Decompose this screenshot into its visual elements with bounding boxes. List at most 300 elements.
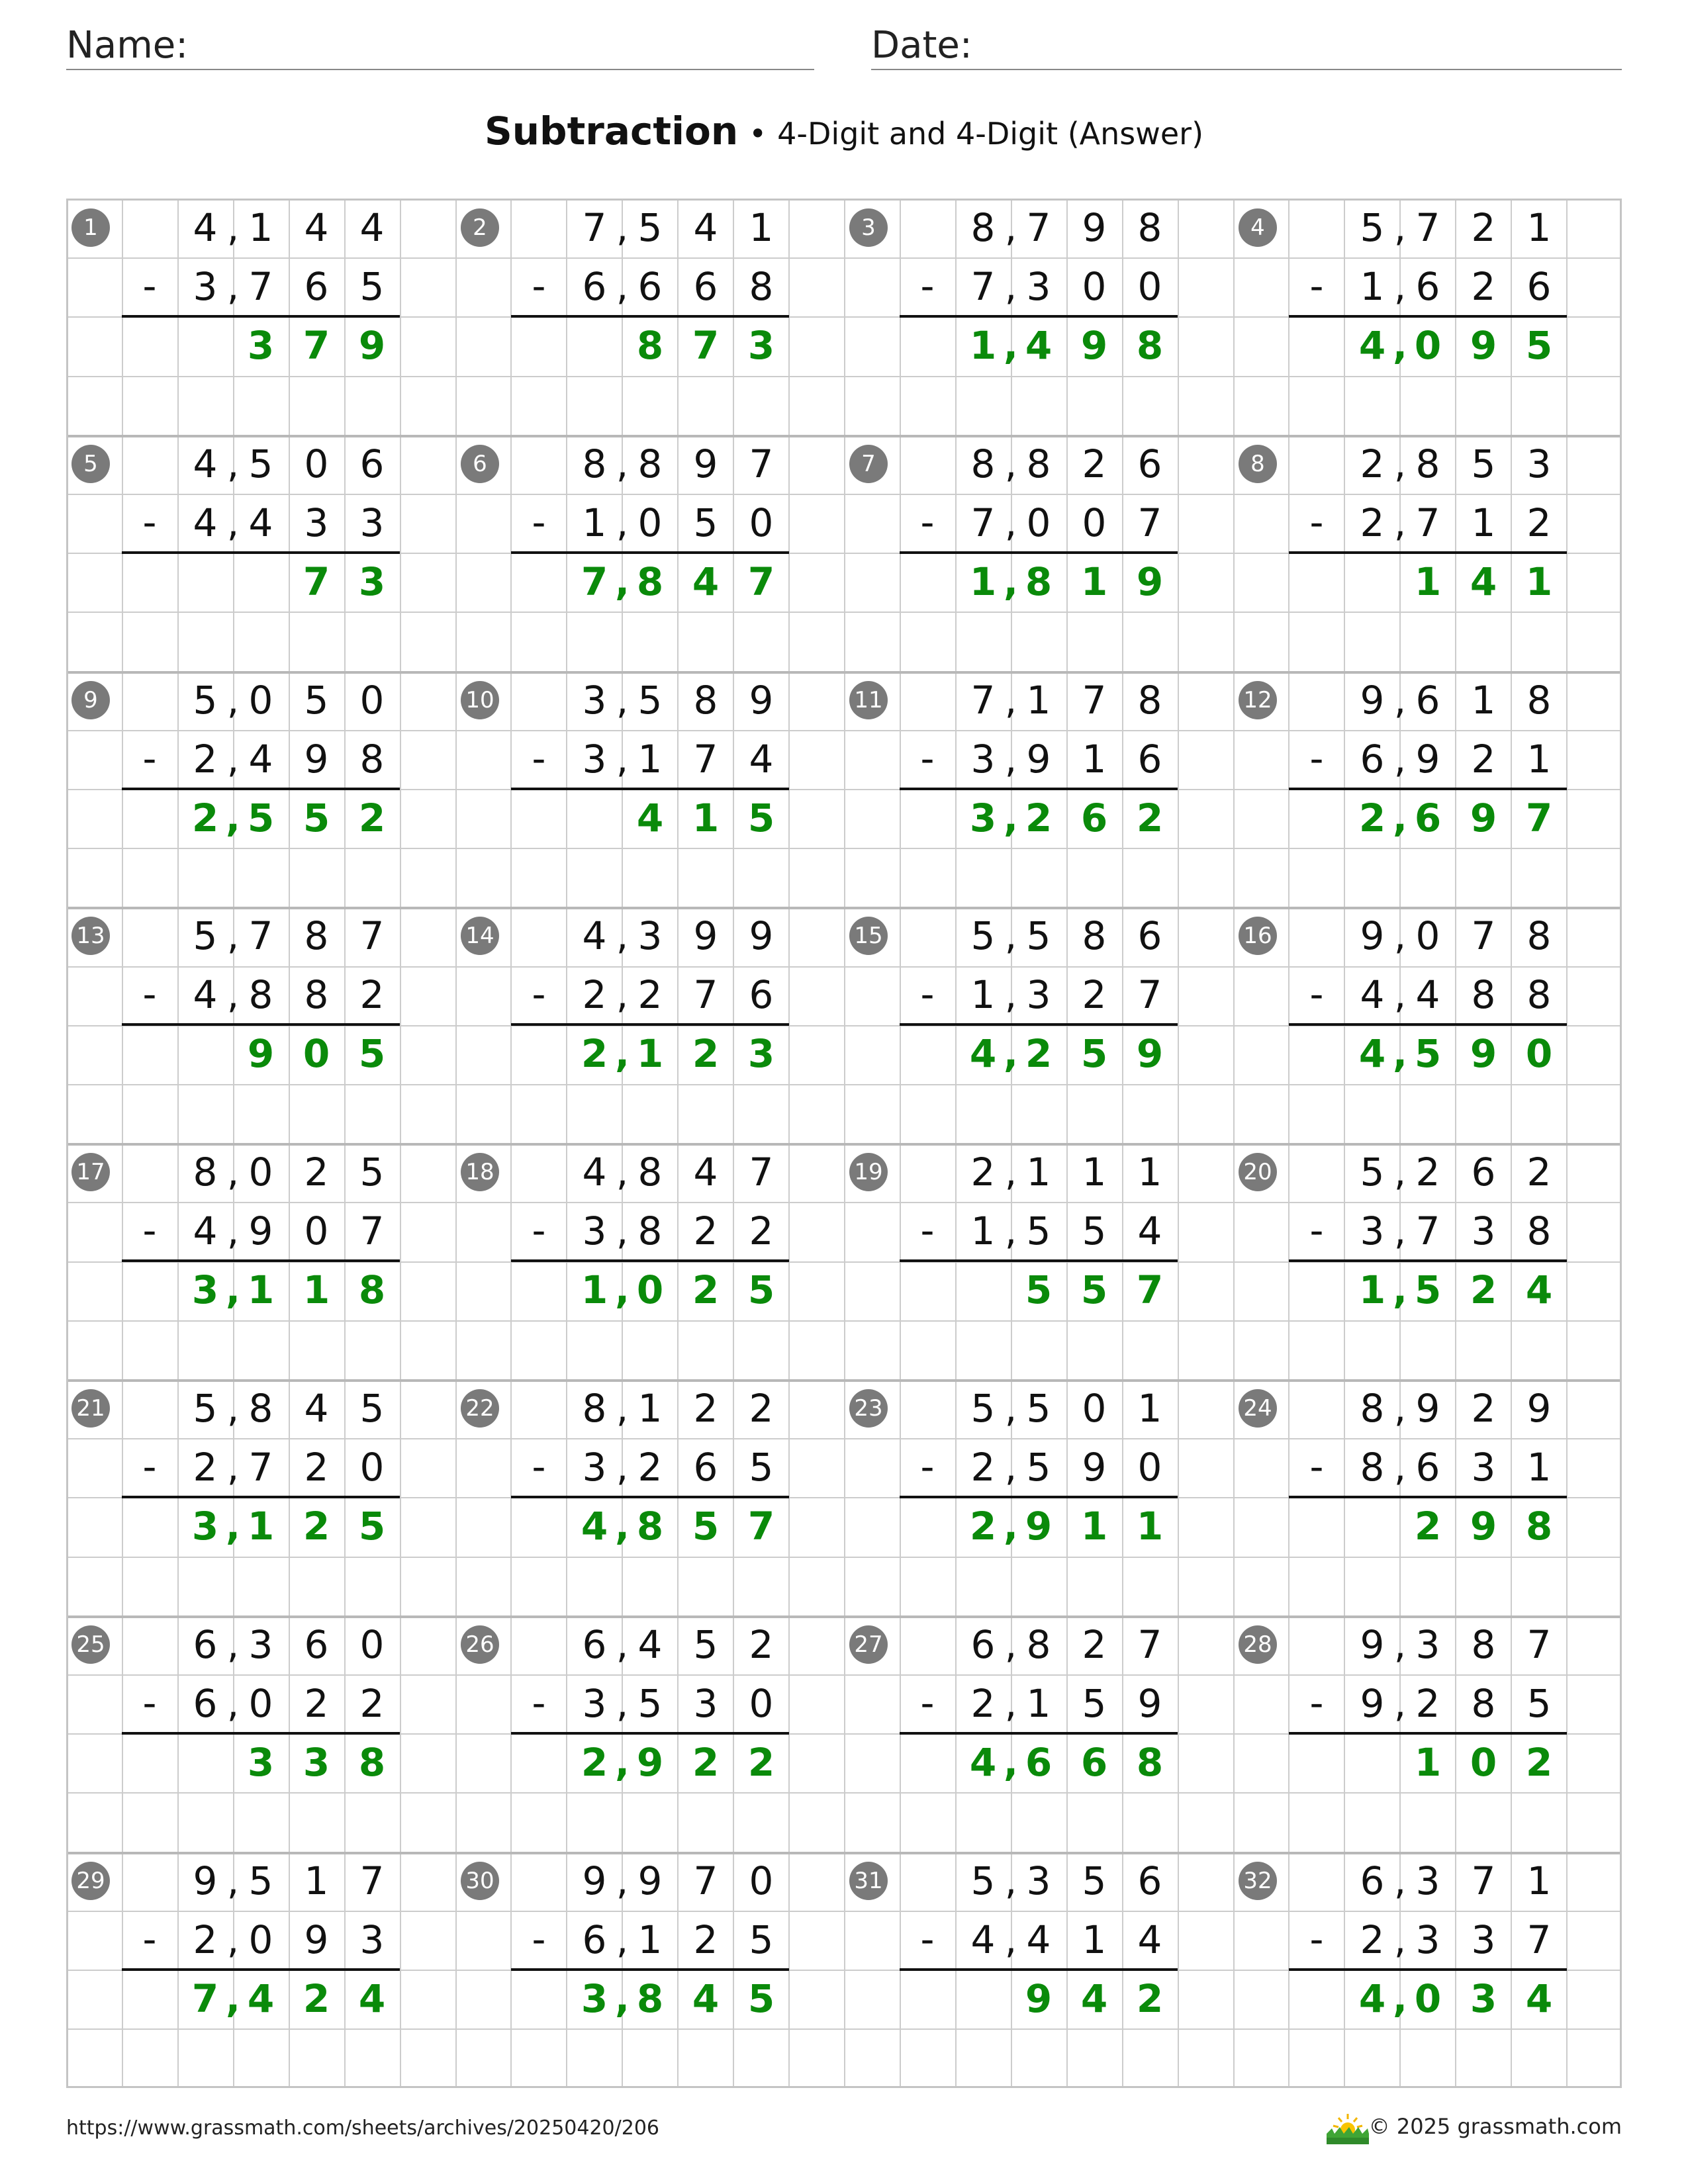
subtrahend-digit: 3 [1026, 972, 1051, 1018]
subtrahend-digit: 7 [359, 1208, 385, 1254]
minuend-comma: , [616, 441, 629, 486]
subtrahend-digit: 2 [693, 1208, 718, 1254]
minus-sign: - [142, 500, 157, 545]
problem-number-badge: 22 [461, 1389, 499, 1428]
minuend-digit: 6 [304, 1622, 329, 1667]
subtrahend-digit: 3 [582, 737, 607, 782]
answer-digit: 8 [358, 1740, 386, 1786]
problem-number-badge: 13 [71, 917, 110, 955]
answer-digit: 3 [747, 323, 775, 369]
answer-digit: 0 [303, 1031, 330, 1077]
minuend-digit: 8 [582, 1386, 607, 1431]
answer-digit: 8 [1136, 323, 1164, 369]
problem-number-badge: 14 [461, 917, 499, 955]
answer-digit: 1 [247, 1267, 275, 1313]
subtrahend-digit: 8 [304, 972, 329, 1018]
minuend-digit: 8 [970, 441, 996, 486]
minuend-comma: , [1004, 1386, 1017, 1431]
title-separator: • [749, 116, 767, 152]
minuend-comma: , [226, 913, 240, 958]
problem-24 [1233, 1379, 1622, 1615]
minuend-digit: 0 [1415, 913, 1440, 958]
minuend-digit: 1 [1137, 1386, 1162, 1431]
subtrahend-digit: 2 [1471, 737, 1496, 782]
subtrahend-digit: 8 [359, 737, 385, 782]
minuend-digit: 1 [1082, 1150, 1107, 1195]
subtrahend-digit: 4 [248, 737, 273, 782]
subtrahend-digit: 3 [582, 1208, 607, 1254]
problem-19 [844, 1143, 1233, 1379]
minuend-digit: 8 [1137, 678, 1162, 723]
subtrahend-digit: 4 [248, 500, 273, 546]
minuend-comma: , [1393, 1622, 1407, 1667]
minuend-digit: 6 [970, 1622, 996, 1667]
answer-digit: 5 [358, 1031, 386, 1077]
answer-comma: , [1392, 1267, 1408, 1313]
answer-digit: 2 [191, 796, 219, 841]
subtrahend-digit: 2 [359, 972, 385, 1018]
answer-comma: , [225, 1504, 241, 1549]
answer-comma: , [225, 1267, 241, 1313]
answer-digit: 1 [969, 559, 997, 605]
answer-digit: 5 [247, 796, 275, 841]
answer-digit: 8 [1025, 559, 1053, 605]
answer-digit: 4 [581, 1504, 608, 1549]
minuend-digit: 6 [359, 441, 385, 486]
minus-sign: - [1309, 263, 1324, 309]
subtrahend-digit: 6 [1415, 1445, 1440, 1490]
problem-number-badge: 11 [849, 681, 888, 719]
minuend-digit: 7 [359, 913, 385, 958]
minuend-digit: 9 [193, 1858, 218, 1903]
minuend-comma: , [226, 1622, 240, 1667]
minuend-digit: 9 [582, 1858, 607, 1903]
subtrahend-digit: 2 [1082, 972, 1107, 1018]
subtrahend-digit: 2 [193, 1445, 218, 1490]
answer-digit: 5 [303, 796, 330, 841]
minuend-digit: 7 [248, 913, 273, 958]
subtrahend-digit: 3 [359, 500, 385, 546]
minuend-comma: , [226, 205, 240, 250]
subtrahend-digit: 1 [1360, 264, 1385, 310]
minuend-digit: 8 [693, 678, 718, 723]
problem-number-badge: 23 [849, 1389, 888, 1428]
minuend-digit: 6 [1137, 441, 1162, 486]
minus-sign: - [920, 500, 935, 545]
minuend-digit: 1 [749, 205, 774, 250]
subtrahend-digit: 6 [693, 264, 718, 310]
answer-digit: 9 [1470, 1504, 1497, 1549]
problem-21 [66, 1379, 455, 1615]
problem-number-badge: 31 [849, 1862, 888, 1900]
minuend-digit: 3 [1415, 1858, 1440, 1903]
minus-sign: - [1309, 972, 1324, 1017]
minuend-digit: 8 [1026, 441, 1051, 486]
minus-sign: - [142, 1917, 157, 1962]
problem-12 [1233, 671, 1622, 907]
answer-comma: , [1003, 1740, 1019, 1786]
minuend-digit: 3 [1526, 441, 1552, 486]
minuend-digit: 9 [749, 913, 774, 958]
subtrahend-digit: 1 [582, 500, 607, 546]
subtrahend-digit: 5 [1026, 1445, 1051, 1490]
answer-digit: 7 [747, 1504, 775, 1549]
minuend-digit: 7 [693, 1858, 718, 1903]
answer-digit: 5 [1025, 1267, 1053, 1313]
answer-digit: 9 [1470, 323, 1497, 369]
answer-digit: 2 [1136, 796, 1164, 841]
minus-sign: - [142, 1680, 157, 1726]
minuend-comma: , [1393, 1150, 1407, 1195]
subtrahend-digit: 7 [1526, 1917, 1552, 1963]
minuend-digit: 2 [1471, 1386, 1496, 1431]
answer-digit: 3 [581, 1976, 608, 2022]
minuend-digit: 8 [193, 1150, 218, 1195]
minuend-digit: 3 [1415, 1622, 1440, 1667]
answer-comma: , [614, 1740, 630, 1786]
answer-digit: 1 [1414, 559, 1442, 605]
name-field[interactable] [66, 23, 814, 70]
minuend-digit: 1 [1137, 1150, 1162, 1195]
problem-17 [66, 1143, 455, 1379]
minus-sign: - [532, 1444, 546, 1490]
subtrahend-digit: 4 [193, 972, 218, 1018]
minuend-digit: 4 [193, 441, 218, 486]
answer-digit: 9 [1025, 1976, 1053, 2022]
problem-number-badge: 9 [71, 681, 110, 719]
subtrahend-comma: , [1393, 500, 1407, 546]
subtrahend-digit: 5 [1526, 1681, 1552, 1727]
subtrahend-comma: , [616, 737, 629, 782]
answer-digit: 2 [303, 1976, 330, 2022]
problem-number-badge: 15 [849, 917, 888, 955]
problem-7 [844, 435, 1233, 670]
minuend-comma: , [616, 1150, 629, 1195]
answer-digit: 4 [1525, 1976, 1553, 2022]
minuend-comma: , [226, 441, 240, 486]
minuend-digit: 2 [1415, 1150, 1440, 1195]
problem-number-badge: 20 [1239, 1153, 1277, 1191]
minuend-digit: 7 [1026, 205, 1051, 250]
minuend-comma: , [616, 1386, 629, 1431]
problem-number-badge: 26 [461, 1625, 499, 1664]
answer-digit: 7 [1525, 796, 1553, 841]
answer-digit: 3 [247, 323, 275, 369]
answer-digit: 8 [636, 1504, 664, 1549]
answer-digit: 1 [636, 1031, 664, 1077]
answer-comma: , [1003, 559, 1019, 605]
answer-digit: 9 [247, 1031, 275, 1077]
subtrahend-digit: 2 [970, 1445, 996, 1490]
minus-sign: - [920, 1208, 935, 1253]
answer-comma: , [1003, 1031, 1019, 1077]
minuend-digit: 8 [1526, 913, 1552, 958]
answer-comma: , [1392, 323, 1408, 369]
subtrahend-digit: 2 [637, 972, 663, 1018]
subtrahend-digit: 0 [1137, 1445, 1162, 1490]
problem-8 [1233, 435, 1622, 670]
subtrahend-digit: 6 [637, 264, 663, 310]
answer-digit: 5 [1525, 323, 1553, 369]
minuend-digit: 6 [193, 1622, 218, 1667]
minus-sign: - [142, 972, 157, 1017]
problem-18 [455, 1143, 844, 1379]
subtrahend-digit: 9 [304, 1917, 329, 1963]
problem-11 [844, 671, 1233, 907]
problem-1 [66, 199, 455, 434]
minus-sign: - [532, 263, 546, 309]
minuend-digit: 6 [1415, 678, 1440, 723]
minuend-digit: 5 [193, 678, 218, 723]
minuend-digit: 6 [1471, 1150, 1496, 1195]
minuend-digit: 0 [749, 1858, 774, 1903]
answer-digit: 3 [1470, 1976, 1497, 2022]
answer-digit: 4 [1358, 1976, 1386, 2022]
minuend-digit: 9 [1360, 678, 1385, 723]
minuend-digit: 4 [637, 1622, 663, 1667]
minuend-digit: 5 [693, 1622, 718, 1667]
problem-number-badge: 8 [1239, 445, 1277, 483]
subtrahend-digit: 1 [970, 972, 996, 1018]
answer-digit: 5 [1414, 1031, 1442, 1077]
answer-digit: 4 [1470, 559, 1497, 605]
answer-digit: 2 [692, 1267, 720, 1313]
minuend-comma: , [226, 1858, 240, 1903]
answer-digit: 6 [1080, 1740, 1108, 1786]
subtrahend-digit: 3 [582, 1681, 607, 1727]
subtrahend-comma: , [616, 264, 629, 310]
problem-number-badge: 29 [71, 1862, 110, 1900]
subtrahend-digit: 1 [1082, 1917, 1107, 1963]
subtrahend-digit: 6 [304, 264, 329, 310]
answer-comma: , [225, 1976, 241, 2022]
minuend-digit: 9 [1526, 1386, 1552, 1431]
minuend-digit: 3 [248, 1622, 273, 1667]
subtrahend-comma: , [226, 972, 240, 1018]
minuend-digit: 7 [749, 1150, 774, 1195]
answer-digit: 1 [1358, 1267, 1386, 1313]
problem-2 [455, 199, 844, 434]
subtrahend-digit: 8 [1360, 1445, 1385, 1490]
problem-13 [66, 907, 455, 1142]
answer-digit: 3 [747, 1031, 775, 1077]
answer-digit: 9 [1136, 559, 1164, 605]
minus-sign: - [920, 972, 935, 1017]
minuend-comma: , [226, 1150, 240, 1195]
problem-number-badge: 24 [1239, 1389, 1277, 1428]
subtrahend-digit: 2 [304, 1445, 329, 1490]
subtrahend-digit: 2 [193, 737, 218, 782]
subtrahend-comma: , [226, 500, 240, 546]
subtrahend-digit: 5 [637, 1681, 663, 1727]
subtrahend-comma: , [1004, 737, 1017, 782]
date-field[interactable] [871, 23, 1622, 70]
answer-digit: 2 [581, 1031, 608, 1077]
answer-digit: 3 [303, 1740, 330, 1786]
answer-digit: 4 [1358, 1031, 1386, 1077]
minuend-digit: 6 [1137, 913, 1162, 958]
subtrahend-digit: 7 [970, 500, 996, 546]
answer-digit: 8 [636, 559, 664, 605]
minuend-digit: 9 [1360, 913, 1385, 958]
subtrahend-digit: 0 [248, 1681, 273, 1727]
minuend-digit: 6 [1137, 1858, 1162, 1903]
minuend-digit: 8 [1360, 1386, 1385, 1431]
answer-digit: 2 [358, 796, 386, 841]
minuend-digit: 8 [1526, 678, 1552, 723]
subtrahend-digit: 9 [248, 1208, 273, 1254]
answer-digit: 3 [191, 1267, 219, 1313]
subtrahend-digit: 2 [1360, 1917, 1385, 1963]
minuend-digit: 1 [1026, 678, 1051, 723]
subtrahend-digit: 2 [1415, 1681, 1440, 1727]
name-label: Name: [66, 24, 189, 67]
subtrahend-digit: 0 [359, 1445, 385, 1490]
answer-comma: , [1392, 1976, 1408, 2022]
answer-digit: 1 [692, 796, 720, 841]
minuend-digit: 5 [248, 1858, 273, 1903]
minuend-digit: 0 [248, 678, 273, 723]
answer-digit: 2 [1525, 1740, 1553, 1786]
problem-30 [455, 1852, 844, 2087]
minuend-digit: 4 [359, 205, 385, 250]
problem-16 [1233, 907, 1622, 1142]
minus-sign: - [1309, 1208, 1324, 1253]
answer-digit: 9 [636, 1740, 664, 1786]
subtrahend-comma: , [1004, 1681, 1017, 1727]
minuend-digit: 8 [1026, 1622, 1051, 1667]
subtrahend-digit: 2 [637, 1445, 663, 1490]
answer-digit: 4 [692, 559, 720, 605]
answer-digit: 1 [969, 323, 997, 369]
subtrahend-digit: 7 [1137, 972, 1162, 1018]
problem-15 [844, 907, 1233, 1142]
minus-sign: - [920, 1680, 935, 1726]
answer-digit: 7 [747, 559, 775, 605]
problem-25 [66, 1615, 455, 1851]
minuend-digit: 0 [304, 441, 329, 486]
minuend-digit: 6 [1360, 1858, 1385, 1903]
minuend-digit: 8 [1471, 1622, 1496, 1667]
answer-digit: 3 [969, 796, 997, 841]
subtrahend-digit: 8 [1526, 1208, 1552, 1254]
answer-digit: 7 [1136, 1267, 1164, 1313]
minuend-digit: 8 [1137, 205, 1162, 250]
minuend-digit: 8 [970, 205, 996, 250]
subtrahend-digit: 6 [193, 1681, 218, 1727]
problem-22 [455, 1379, 844, 1615]
subtrahend-digit: 1 [637, 737, 663, 782]
date-label: Date: [871, 24, 972, 67]
subtrahend-digit: 6 [749, 972, 774, 1018]
minuend-digit: 1 [304, 1858, 329, 1903]
subtrahend-digit: 3 [1360, 1208, 1385, 1254]
answer-digit: 6 [1080, 796, 1108, 841]
subtrahend-digit: 2 [693, 1917, 718, 1963]
minuend-digit: 3 [582, 678, 607, 723]
answer-comma: , [225, 796, 241, 841]
minuend-comma: , [1393, 913, 1407, 958]
answer-digit: 7 [581, 559, 608, 605]
answer-digit: 9 [1136, 1031, 1164, 1077]
subtrahend-digit: 4 [970, 1917, 996, 1963]
answer-digit: 1 [1525, 559, 1553, 605]
minuend-comma: , [1393, 441, 1407, 486]
answer-digit: 5 [358, 1504, 386, 1549]
minuend-digit: 9 [637, 1858, 663, 1903]
answer-digit: 5 [747, 1267, 775, 1313]
subtrahend-digit: 7 [693, 737, 718, 782]
minuend-digit: 5 [304, 678, 329, 723]
subtrahend-digit: 7 [970, 264, 996, 310]
subtrahend-digit: 5 [749, 1917, 774, 1963]
subtrahend-comma: , [1393, 972, 1407, 1018]
subtrahend-digit: 1 [1026, 1681, 1051, 1727]
minuend-comma: , [226, 1386, 240, 1431]
problem-number-badge: 17 [71, 1153, 110, 1191]
title-subtitle: 4-Digit and 4-Digit (Answer) [777, 116, 1204, 152]
subtrahend-digit: 4 [193, 1208, 218, 1254]
subtrahend-comma: , [226, 1917, 240, 1963]
subtrahend-comma: , [616, 972, 629, 1018]
subtrahend-digit: 3 [1415, 1917, 1440, 1963]
minuend-digit: 5 [1360, 1150, 1385, 1195]
problem-number-badge: 18 [461, 1153, 499, 1191]
problem-29 [66, 1852, 455, 2087]
minuend-digit: 7 [1471, 913, 1496, 958]
worksheet-grid [66, 199, 1622, 2088]
problem-28 [1233, 1615, 1622, 1851]
subtrahend-digit: 4 [1137, 1208, 1162, 1254]
answer-digit: 2 [692, 1031, 720, 1077]
subtrahend-digit: 6 [582, 1917, 607, 1963]
subtrahend-digit: 0 [1082, 264, 1107, 310]
subtrahend-digit: 9 [1360, 1681, 1385, 1727]
minus-sign: - [142, 736, 157, 782]
minuend-digit: 8 [637, 1150, 663, 1195]
subtrahend-digit: 9 [304, 737, 329, 782]
subtrahend-digit: 2 [970, 1681, 996, 1727]
problem-number-badge: 4 [1239, 208, 1277, 247]
minuend-digit: 7 [582, 205, 607, 250]
minuend-digit: 6 [582, 1622, 607, 1667]
minuend-digit: 8 [637, 441, 663, 486]
minus-sign: - [1309, 1917, 1324, 1962]
answer-digit: 7 [303, 559, 330, 605]
answer-digit: 4 [969, 1031, 997, 1077]
minuend-digit: 2 [693, 1386, 718, 1431]
problem-number-badge: 5 [71, 445, 110, 483]
minuend-digit: 9 [749, 678, 774, 723]
answer-comma: , [1003, 323, 1019, 369]
minuend-digit: 1 [1471, 678, 1496, 723]
subtrahend-comma: , [226, 1681, 240, 1727]
problem-number-badge: 25 [71, 1625, 110, 1664]
problem-number-badge: 1 [71, 208, 110, 247]
answer-digit: 1 [1136, 1504, 1164, 1549]
answer-digit: 8 [636, 323, 664, 369]
subtrahend-comma: , [1004, 500, 1017, 546]
minuend-digit: 5 [970, 1386, 996, 1431]
subtrahend-digit: 6 [582, 264, 607, 310]
minus-sign: - [1309, 736, 1324, 782]
subtrahend-comma: , [1393, 1681, 1407, 1727]
minus-sign: - [142, 1208, 157, 1253]
minuend-digit: 4 [693, 1150, 718, 1195]
subtrahend-comma: , [1004, 1445, 1017, 1490]
problem-3 [844, 199, 1233, 434]
subtrahend-digit: 4 [749, 737, 774, 782]
